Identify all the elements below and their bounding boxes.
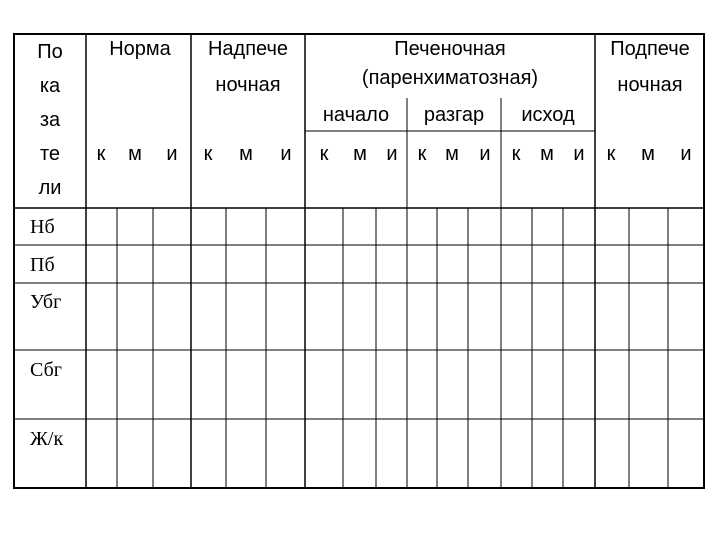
indicator-header-line: По [37, 41, 63, 63]
stage-label: исход [521, 104, 575, 126]
sub-label-k: к [606, 143, 616, 165]
indicator-header-line: ка [39, 75, 61, 97]
sub-label-i: и [280, 143, 292, 165]
sub-label-k: к [203, 143, 213, 165]
posthepatic-header-line: Подпече [610, 38, 690, 60]
row-label: Нб [30, 216, 55, 238]
sub-column-lines [117, 208, 668, 488]
posthepatic-header-line: ночная [617, 74, 683, 96]
prehepatic-header-line: Надпече [207, 38, 289, 60]
sub-label-m: м [128, 143, 142, 165]
sub-label-m: м [353, 143, 367, 165]
row-label: Пб [30, 254, 55, 276]
sub-label-i: и [166, 143, 178, 165]
sub-label-i: и [386, 143, 398, 165]
sub-label-group [97, 143, 692, 165]
indicator-header-line: те [39, 143, 61, 165]
stage-label: начало [322, 104, 390, 126]
sub-label-i: и [573, 143, 585, 165]
sub-label-k: к [319, 143, 329, 165]
sub-label-m: м [239, 143, 253, 165]
hepatic-header-line: Печеночная [394, 38, 506, 60]
indicator-header-line: за [39, 109, 61, 131]
hepatic-header-line: (паренхиматозная) [361, 67, 539, 89]
row-label: Убг [30, 291, 62, 313]
sub-label-k: к [96, 143, 106, 165]
sub-label-k: к [511, 143, 521, 165]
indicator-header-line: ли [38, 177, 62, 199]
stage-label: разгар [423, 104, 485, 126]
sub-label-m: м [445, 143, 459, 165]
row-label: Ж/к [30, 428, 64, 450]
row-label: Сбг [30, 359, 62, 381]
sub-label-i: и [479, 143, 491, 165]
sub-label-m: м [540, 143, 554, 165]
sub-label-i: и [680, 143, 692, 165]
sub-label-k: к [417, 143, 427, 165]
prehepatic-header-line: ночная [215, 74, 281, 96]
norm-header: Норма [109, 38, 171, 60]
sub-label-m: м [641, 143, 655, 165]
